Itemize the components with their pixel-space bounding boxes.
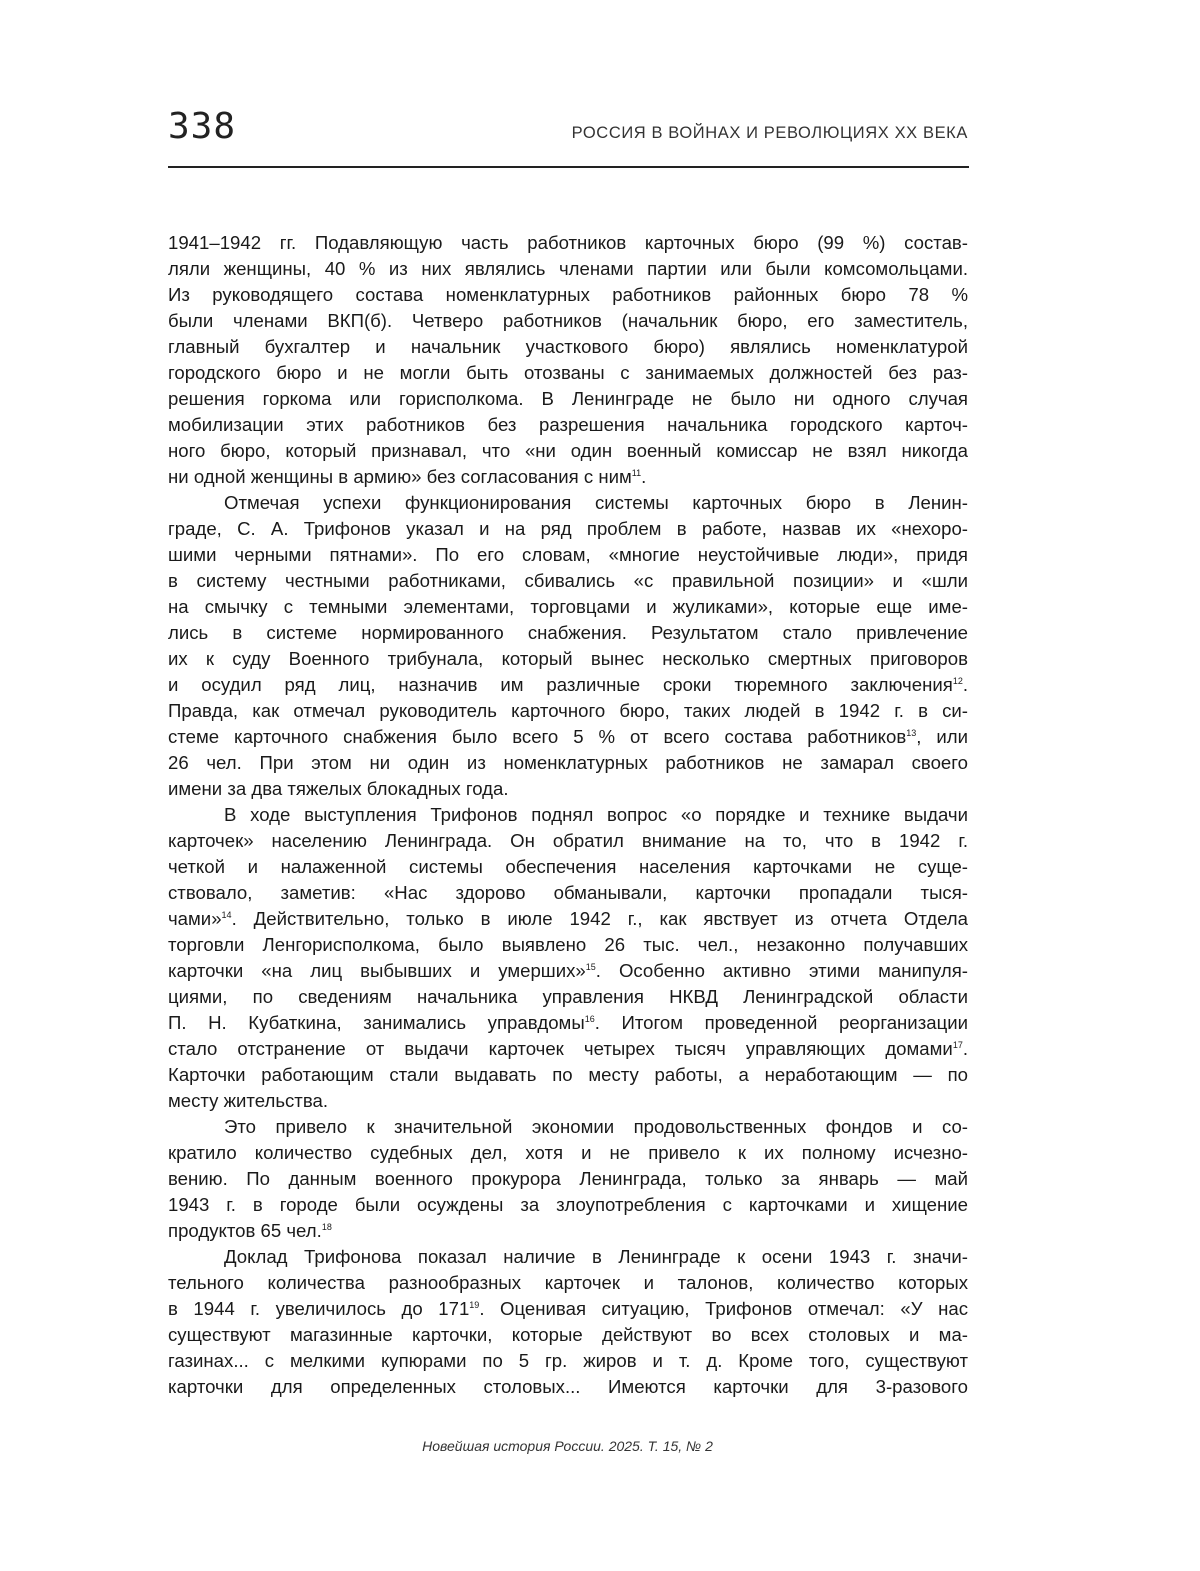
text-line: тельного количества разнообразных карточек и талонов, количество которых (168, 1272, 968, 1293)
text-line: Карточки работающим стали выдавать по месту работы, а неработающим — по (168, 1064, 968, 1085)
text-line: ного бюро, который признавал, что «ни один военный комиссар не взял никогда (168, 440, 968, 461)
text-line: циями, по сведениям начальника управления НКВД Ленинградской области (168, 986, 968, 1007)
body-text (168, 230, 968, 1400)
text-line: ствовало, заметив: «Нас здорово обманывали, карточки пропадали тыся- (168, 882, 968, 903)
footnote-ref[interactable]: 11 (631, 467, 642, 478)
text-line: на смычку с темными элементами, торговцами и жуликами», которые еще име- (168, 596, 968, 617)
text-line: лись в системе нормированного снабжения. Результатом стало привлечение (168, 622, 968, 643)
text-line: стало отстранение от выдачи карточек четырех тысяч управляющих домами$^{17}$. (168, 1038, 968, 1059)
text-line: карточки «на лиц выбывших и умерших»$^{15}$. Особенно активно этими манипуля- (168, 960, 968, 981)
text-line: газинах... с мелкими купюрами по 5 гр. жиров и т. д. Кроме того, существуют (168, 1350, 968, 1371)
text-line: 1941–1942 гг. Подавляющую часть работников карточных бюро (99 %) состав- (168, 232, 968, 253)
text-line: и осудил ряд лиц, назначив им различные сроки тюремного заключения$^{12}$. (168, 674, 968, 695)
text-line: кратило количество судебных дел, хотя и не привело к их полному исчезно- (168, 1142, 968, 1163)
footnote-ref[interactable]: 13 (906, 727, 917, 738)
text-line: вению. По данным военного прокурора Ленинграда, только за январь — май (168, 1168, 968, 1189)
footnote-ref[interactable]: 12 (952, 675, 963, 686)
text-line: продуктов 65 чел.$^{18}$ (168, 1220, 332, 1241)
text-line: П. Н. Кубаткина, занимались управдомы$^{16}$. Итогом проведенной реорганизации (168, 1012, 968, 1033)
text-line: в систему честными работниками, сбивались «с правильной позиции» и «шли (168, 570, 968, 591)
text-line: Из руководящего состава номенклатурных работников районных бюро 78 % (168, 284, 968, 305)
text-line: граде, С. А. Трифонов указал и на ряд проблем в работе, назвав их «нехоро- (168, 518, 968, 539)
footnote-ref[interactable]: 18 (321, 1221, 332, 1232)
text-line: городского бюро и не могли быть отозваны с занимаемых должностей без раз- (168, 362, 968, 383)
text-line: мобилизации этих работников без разрешения начальника городского карточ- (168, 414, 968, 435)
text-line: В ходе выступления Трифонов поднял вопрос «о порядке и технике выдачи (224, 804, 968, 825)
text-line: 1943 г. в городе были осуждены за злоупотребления с карточками и хищение (168, 1194, 968, 1215)
text-line: 26 чел. При этом ни один из номенклатурных работников не замарал своего (168, 752, 968, 773)
page-number: 338 (168, 106, 237, 147)
text-line: имени за два тяжелых блокадных года. (168, 778, 509, 799)
footnote-ref[interactable]: 19 (469, 1299, 480, 1310)
text-line: карточек» населению Ленинграда. Он обратил внимание на то, что в 1942 г. (168, 830, 968, 851)
text-line: Это привело к значительной экономии продовольственных фондов и со- (224, 1116, 968, 1137)
text-line: чами»$^{14}$. Действительно, только в июле 1942 г., как явствует из отчета Отдела (168, 908, 968, 929)
text-line: месту жительства. (168, 1090, 328, 1111)
text-line: главный бухгалтер и начальник участкового бюро) являлись номенклатурой (168, 336, 968, 357)
text-line: четкой и налаженной системы обеспечения населения карточками не суще- (168, 856, 968, 877)
text-line: торговли Ленгорисполкома, было выявлено 26 тыс. чел., незаконно получавших (168, 934, 968, 955)
text-line: карточки для определенных столовых... Имеются карточки для 3-разового (168, 1376, 968, 1397)
footnote-ref[interactable]: 16 (584, 1013, 595, 1024)
footnote-ref[interactable]: 14 (221, 909, 232, 920)
footnote-ref[interactable]: 15 (585, 961, 596, 972)
journal-footer: Новейшая история России. 2025. Т. 15, № 2 (422, 1438, 713, 1454)
header-rule (168, 166, 969, 168)
text-line: решения горкома или горисполкома. В Ленинграде не было ни одного случая (168, 388, 968, 409)
text-line: стеме карточного снабжения было всего 5 % от всего состава работников$^{13}$, или (168, 726, 968, 747)
text-line: ляли женщины, 40 % из них являлись членами партии или были комсомольцами. (168, 258, 968, 279)
text-line: Доклад Трифонова показал наличие в Ленинграде к осени 1943 г. значи- (224, 1246, 968, 1267)
text-line: их к суду Военного трибунала, который вынес несколько смертных приговоров (168, 648, 968, 669)
text-line: ни одной женщины в армию» без согласования с ним$^{11}$. (168, 466, 647, 487)
text-line: были членами ВКП(б). Четверо работников (начальник бюро, его заместитель, (168, 310, 968, 331)
footnote-ref[interactable]: 17 (952, 1039, 963, 1050)
running-title: РОССИЯ В ВОЙНАХ И РЕВОЛЮЦИЯХ XX ВЕКА (571, 124, 968, 142)
text-line: в 1944 г. увеличилось до $171^{19}$. Оценивая ситуацию, Трифонов отмечал: «У нас (168, 1298, 968, 1319)
text-line: шими черными пятнами». По его словам, «многие неустойчивые люди», придя (168, 544, 968, 565)
text-line: Правда, как отмечал руководитель карточного бюро, таких людей в 1942 г. в си- (168, 700, 968, 721)
text-line: Отмечая успехи функционирования системы карточных бюро в Ленин- (224, 492, 968, 513)
text-line: существуют магазинные карточки, которые действуют во всех столовых и ма- (168, 1324, 968, 1345)
